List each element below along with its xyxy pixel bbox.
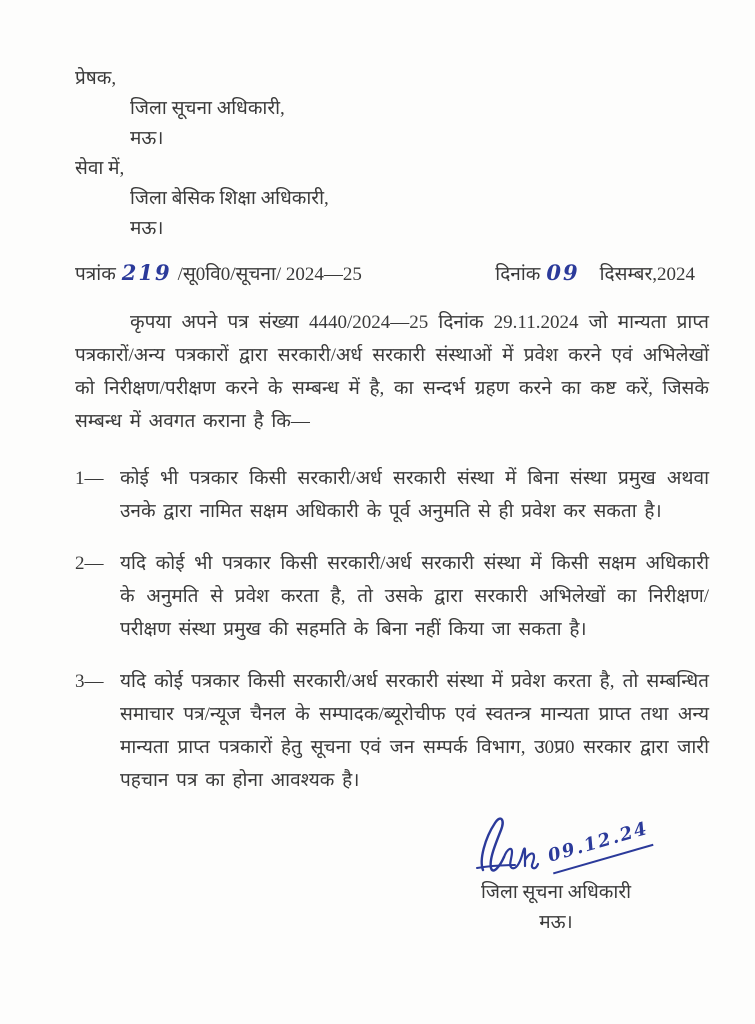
point-number: 2— [75, 553, 104, 574]
body-paragraph: कृपया अपने पत्र संख्या 4440/2024—25 दिनांक 29.11.2024 जो मान्यता प्राप्त पत्रकारों/अन्य पत्रकारों द्वारा सरकारी/अर्ध सरकारी संस्थाओं में प्रवेश करने एवं अभिलेखों को निरीक्षण/परीक्षण करने के सम्बन्ध में है, का सन्दर्भ ग्रहण करने का कष्ट करें, जिसके सम्बन्ध में अवगत कराना है कि— [75, 312, 709, 432]
signer-designation: जिला सूचना अधिकारी [480, 882, 632, 903]
to-place: मऊ। [130, 218, 164, 239]
to-label: सेवा में, [75, 158, 125, 179]
signature-block [431, 816, 681, 938]
point-text: कोई भी पत्रकार किसी सरकारी/अर्ध सरकारी संस्था में बिना संस्था प्रमुख अथवा उनके द्वारा नामित सक्षम अधिकारी के पूर्व अनुमति से ही प्रवेश कर सकता है। [120, 468, 709, 522]
to-designation: जिला बेसिक शिक्षा अधिकारी, [130, 188, 329, 209]
from-block [75, 64, 709, 154]
letter-date [495, 258, 695, 290]
point-text: यदि कोई पत्रकार किसी सरकारी/अर्ध सरकारी संस्था में प्रवेश करता है, तो सम्बन्धित समाचार पत्र/न्यूज चैनल के सम्पादक/ब्यूरोचीफ एवं स्वतन्त्र मान्यता प्राप्त तथा अन्य मान्यता प्राप्त पत्रकारों हेतु सूचना एवं जन सम्पर्क विभाग, उ0प्र0 सरकार द्वारा जारी पहचान पत्र का होना आवश्यक है। [120, 671, 709, 791]
date-label: दिनांक [495, 264, 541, 285]
from-label: प्रेषक, [75, 68, 117, 89]
signer-place: मऊ। [539, 912, 573, 933]
patrank-label: पत्रांक [75, 264, 116, 285]
point-number: 1— [75, 468, 104, 489]
patrank-number-handwritten: 219 [121, 260, 172, 285]
point-item-2 [75, 547, 709, 646]
point-number: 3— [75, 671, 104, 692]
signature-icon [471, 816, 551, 878]
reference-row [75, 258, 709, 290]
signature-date-handwritten: 09.12.24 [544, 814, 653, 874]
from-place: मऊ। [130, 128, 164, 149]
point-item-1 [75, 462, 709, 528]
patrank-suffix: /सू0वि0/सूचना/ 2024—25 [177, 264, 362, 285]
letter-number [75, 258, 362, 290]
signature-area [431, 816, 681, 878]
date-suffix: दिसम्बर,2024 [599, 264, 695, 285]
to-block [75, 154, 709, 244]
point-text: यदि कोई भी पत्रकार किसी सरकारी/अर्ध सरकारी संस्था में किसी सक्षम अधिकारी के अनुमति से प्रवेश करता है, तो उसके द्वारा सरकारी अभिलेखों का निरीक्षण/परीक्षण संस्था प्रमुख की सहमति के बिना नहीं किया जा सकता है। [120, 553, 709, 640]
date-number-handwritten: 09 [546, 260, 580, 285]
points-list [75, 462, 709, 797]
point-item-3 [75, 665, 709, 797]
from-designation: जिला सूचना अधिकारी, [130, 98, 285, 119]
